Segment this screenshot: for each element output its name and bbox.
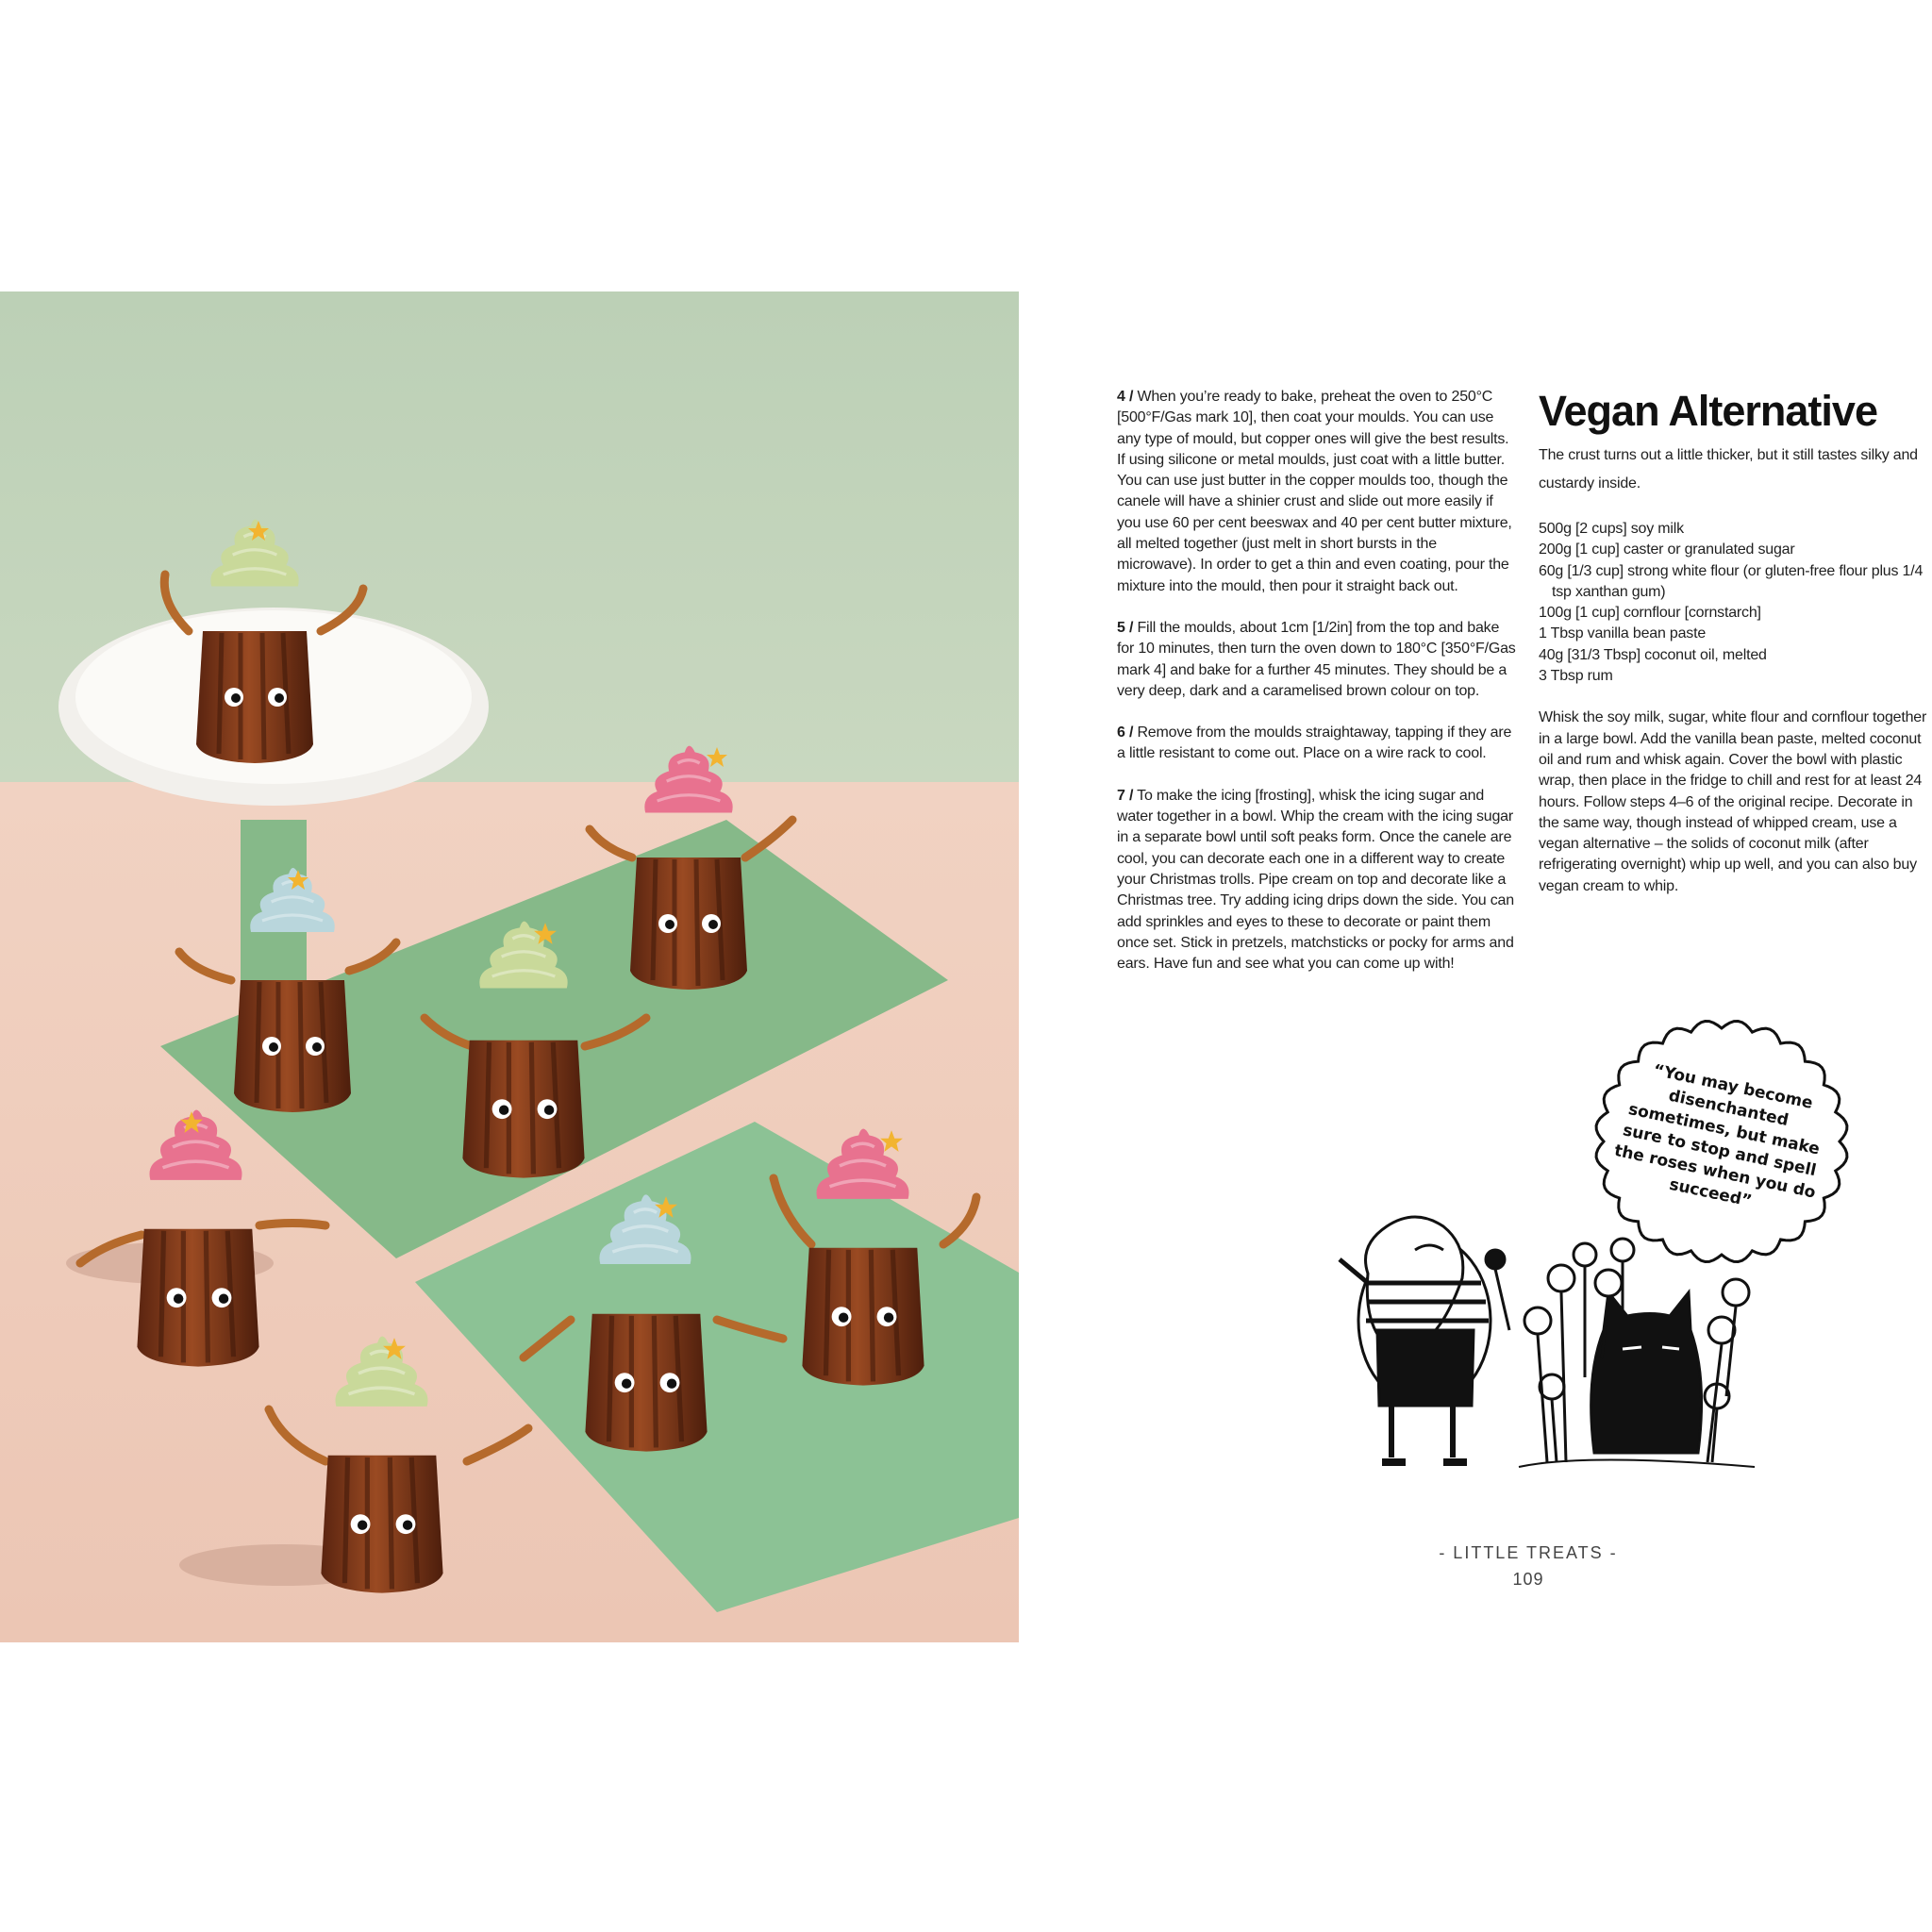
step-6: [1117, 723, 1518, 765]
ingredient-list: [1539, 519, 1930, 687]
vegan-method: Whisk the soy milk, sugar, white flour and cornflour together in a large bowl. Add the vanilla bean paste, melted coconut oil and rum and whisk again. Cover the bowl with plastic wrap, then place in the fridge to chill and rest for at least 24 hours. Follow steps 4–6 of the original recipe. Decorate in the same way, though instead of whipped cream, use a vegan alternative – the solids of coconut milk (after refrigerating overnight) whip up well, and you can also buy vegan cream to whip.: [1539, 709, 1927, 894]
step-number: 5 /: [1117, 619, 1134, 636]
ingredient-item: 40g [31/3 Tbsp] coconut oil, melted: [1539, 646, 1767, 663]
cat-in-roses-icon: [1519, 1239, 1755, 1467]
step-number: 6 /: [1117, 724, 1134, 741]
ingredient-item: 500g [2 cups] soy milk: [1539, 521, 1684, 537]
step-text: Remove from the moulds straightaway, tapping if they are a little resistant to come out. Place on a wire rack to cool.: [1117, 724, 1512, 762]
recipe-photo: [0, 291, 1019, 1642]
step-number: 7 /: [1117, 787, 1134, 804]
ingredient-item: 200g [1 cup] caster or granulated sugar: [1539, 541, 1795, 558]
step-7: [1117, 786, 1518, 975]
section-name: - LITTLE TREATS -: [1439, 1543, 1618, 1562]
ingredient-item: 3 Tbsp rum: [1539, 668, 1613, 685]
illustration: [1302, 1189, 1774, 1491]
section-intro: The crust turns out a little thicker, but it still tastes silky and custardy inside.: [1539, 447, 1918, 491]
ingredient-item: 1 Tbsp vanilla bean paste: [1539, 625, 1707, 642]
method-steps: [1117, 387, 1518, 995]
step-text: When you’re ready to bake, preheat the oven to 250°C [500°F/Gas mark 10], then coat your moulds. You can use any type of mould, but copper ones will give the best results. If using silicone or metal moulds, just coat with a little butter. You can use just butter in the copper moulds too, though the canele will have a shinier crust and slide out more easily if you use 60 per cent beeswax and 40 per cent butter mixture, all melted together (just melt in short bursts in the microwave). In order to get a thin and even coating, pour the mixture into the mould, then pour it straight back out.: [1117, 389, 1512, 594]
page-footer: [1358, 1540, 1698, 1592]
ingredient-item: 100g [1 cup] cornflour [cornstarch]: [1539, 605, 1761, 622]
step-text: To make the icing [frosting], whisk the icing sugar and water together in a bowl. Whip the cream with the icing sugar in a separate bowl until soft peaks form. Once the canele are cool, you can decorate each one in a different way to create your Christmas trolls. Pipe cream on top and decorate like a Christmas tree. Try adding icing drips down the side. You can add sprinkles and eyes to these to decorate or paint them once set. Stick in pretzels, matchsticks or pocky for arms and ears. Have fun and see what you can come up with!: [1117, 787, 1514, 973]
vegan-alternative-section: [1539, 387, 1930, 918]
ingredient-item: 60g [1/3 cup] strong white flour (or gluten-free flour plus 1/4 tsp xanthan gum): [1539, 562, 1924, 600]
step-5: [1117, 618, 1518, 702]
step-text: Fill the moulds, about 1cm [1/2in] from the top and bake for 10 minutes, then turn the oven down to 180°C [350°F/Gas mark 4] and bake for a further 45 minutes. They should be a very deep, dark and a caramelised brown colour on top.: [1117, 619, 1516, 699]
step-4: [1117, 387, 1518, 597]
page-number: 109: [1512, 1570, 1544, 1589]
quote-text: “You may become disenchanted sometimes, but make sure to stop and spell the roses when you do succeed”: [1612, 1060, 1822, 1211]
section-title: Vegan Alternative: [1539, 387, 1877, 435]
step-number: 4 /: [1117, 389, 1134, 405]
man-smelling-rose-icon: [1340, 1217, 1509, 1462]
